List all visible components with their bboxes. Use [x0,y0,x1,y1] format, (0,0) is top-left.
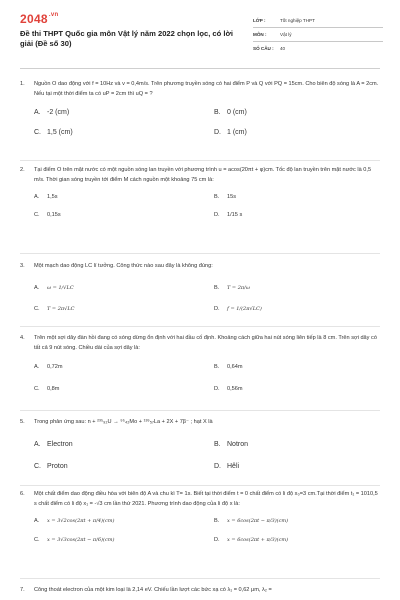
option-d[interactable]: D. 0,56m [214,386,243,392]
option-c[interactable]: C. x = 3√3cos(2πt − π/6)(cm) [34,537,115,543]
option-d[interactable]: D. x = 6cos(2πt + π/3)(cm) [214,537,289,543]
document-header [0,0,400,60]
question-stem: Nguồn O dao động với f = 10Hz và v = 0,4m/s. Trên phương truyền sóng có hai điểm P và Q với PQ = 15cm. Cho biên độ sóng là A = 2cm. Nếu tại một thời điểm ta có uP = 2cm thì uQ = ? [34,81,379,97]
exam-title: Đề thi THPT Quốc gia môn Vật lý năm 2022 chọn lọc, có lời giải (Đề số 30) [20,29,234,48]
option-b[interactable]: B. 0,64m [214,364,243,370]
option-a[interactable]: A. x = 3√2cos(2πt + π/4)(cm) [34,518,115,524]
question-2: 2. Tại điểm O trên mặt nước có một nguồn sóng lan truyền với phương trình u = acos(20πt + φ)cm. Tốc độ lan truyền trên mặt nước là 0,5 m/s. Thời gian sóng truyền tới điểm M cách nguồn một khoảng 75 cm là: A. 1,5s B. 15s C. 0,15s D. 1/15 s [20,166,380,225]
question-3: 3. Một mạch dao động LC lí tưởng. Công thức nào sau đây là không đúng: A. ω = 1/√LC B. T = 2π/ω C. T = 2π√LC D. f = 1/(2π√LC) [20,262,380,316]
option-list [34,284,380,316]
option-list [34,363,380,395]
option-b[interactable]: B. 15s [214,194,237,200]
question-stem: Trên một sợi dây đàn hồi đang có sóng dừng ổn định với hai đầu cố định. Khoảng cách giữa hai nút sóng liên tiếp là 8 cm. Trên sợi dây có tất cả 9 nút sóng. Chiều dài của sợi dây là: [34,335,377,351]
question-stem: Một chất điểm dao động điều hòa với biên độ A và chu kì T= 1s. Biết tại thời điểm t = 0 chất điểm có li độ x₀=3 cm.Tại thời điểm t₁ = 1010,5 s chất điểm có li độ x₁ = -√3 cm lần thứ 2021. Phương trình dao động của li độ x là: [34,491,378,507]
question-divider [20,326,380,327]
meta-row-subject: MÔN : Vật lý [253,27,383,41]
option-d[interactable]: D. f = 1/(2π√LC) [214,305,262,312]
question-7: 7. Công thoát electron của một kim loại là 2,14 eV. Chiếu lần lượt các bức xạ có λ₁ = 0,62 μm, λ₂ = [20,586,380,596]
option-list [34,193,380,225]
option-b[interactable]: B. T = 2π/ω [214,284,250,291]
option-list [34,440,380,474]
question-divider [20,578,380,579]
option-a[interactable]: A. Electron [34,440,73,448]
option-c[interactable]: C. T = 2π√LC [34,305,75,312]
question-stem: Công thoát electron của một kim loại là 2,14 eV. Chiếu lần lượt các bức xạ có λ₁ = 0,62 μm, λ₂ = [34,587,272,593]
option-c[interactable]: C. 1,5 (cm) [34,129,73,136]
option-c[interactable]: C. 0,15s [34,212,61,218]
exam-meta-table [253,14,383,55]
question-stem: Trong phản ứng sau: n + ²³⁵₉₂U → ⁹⁵₄₂Mo + ¹³⁹₅₇La + 2X + 7β⁻ ; hạt X là [34,419,213,425]
header-divider [20,68,380,69]
question-divider [20,410,380,411]
option-b[interactable]: B. 0 (cm) [214,109,247,116]
question-divider [20,253,380,254]
option-a[interactable]: A. 1,5s [34,194,58,200]
option-a[interactable]: A. -2 (cm) [34,109,70,116]
option-a[interactable]: A. 0,72m [34,364,63,370]
option-d[interactable]: D. 1/15 s [214,212,243,218]
option-c[interactable]: C. 0,8m [34,386,60,392]
option-c[interactable]: C. Proton [34,462,68,470]
option-d[interactable]: D. 1 (cm) [214,129,247,136]
option-a[interactable]: A. ω = 1/√LC [34,284,74,291]
option-b[interactable]: B. x = 6cos(2πt − π/3)(cm) [214,518,289,524]
question-5: 5. Trong phản ứng sau: n + ²³⁵₉₂U → ⁹⁵₄₂Mo + ¹³⁹₅₇La + 2X + 7β⁻ ; hạt X là A. Electron B. Notron C. Proton D. Hêli [20,418,380,474]
question-6: 6. Một chất điểm dao động điều hòa với biên độ A và chu kì T= 1s. Biết tại thời điểm t = 0 chất điểm có li độ x₀=3 cm.Tại thời điểm t₁ = 1010,5 s chất điểm có li độ x₁ = -√3 cm lần thứ 2021. Phương trình dao động của li độ x là: A. x = 3√2cos(2πt + π/4)(cm) B. x = 6cos(2πt − π/3)(cm) C. x = 3√3cos(2πt − π/6)(cm) D. x = 6cos(2πt + π/3)(cm) [20,490,380,547]
question-stem: Một mạch dao động LC lí tưởng. Công thức nào sau đây là không đúng: [34,263,213,269]
question-4: 4. Trên một sợi dây đàn hồi đang có sóng dừng ổn định với hai đầu cố định. Khoảng cách giữa hai nút sóng liên tiếp là 8 cm. Trên sợi dây có tất cả 9 nút sóng. Chiều dài của sợi dây là: A. 0,72m B. 0,64m C. 0,8m D. 0,56m [20,334,380,395]
question-divider [20,160,380,161]
option-b[interactable]: B. Notron [214,440,249,448]
meta-row-count: SỐ CÂU : 40 [253,41,383,55]
question-stem: Tại điểm O trên mặt nước có một nguồn sóng lan truyền với phương trình u = acos(20πt + φ)cm. Tốc độ lan truyền trên mặt nước là 0,5 m/s. Thời gian sóng truyền tới điểm M cách nguồn một khoảng 75 cm là: [34,167,372,183]
meta-row-class: LỚP : Tốt nghiệp THPT [253,18,315,23]
question-divider [20,485,380,486]
question-1: 1. Nguồn O dao động với f = 10Hz và v = 0,4m/s. Trên phương truyền sóng có hai điểm P và Q với PQ = 15cm. Cho biên độ sóng là A = 2cm. Nếu tại một thời điểm ta có uP = 2cm thì uQ = ? A. -2 (cm) B. 0 (cm) C. 1,5 (cm) D. 1 (cm) [20,80,380,144]
option-list [34,517,380,547]
option-d[interactable]: D. Hêli [214,462,240,470]
option-list [34,108,380,144]
site-logo[interactable]: $2048^{.vn}$ [20,12,59,26]
